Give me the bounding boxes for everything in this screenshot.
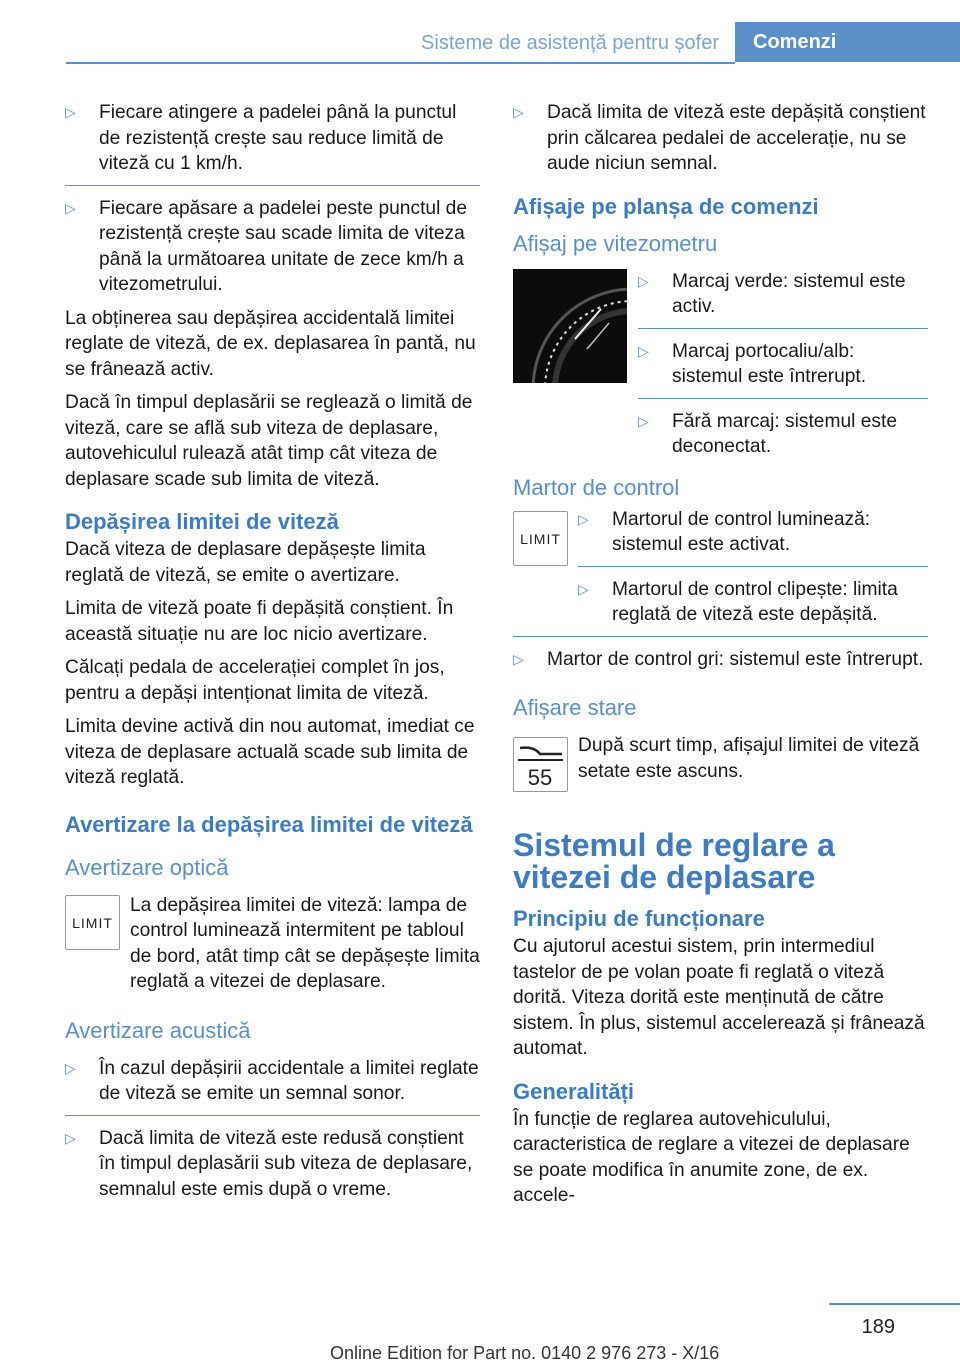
heading-avertizare-acustica: Avertizare acustică xyxy=(65,1017,251,1043)
status-block xyxy=(513,733,928,803)
paragraph: La obținerea sau depășirea accidentală limitei reglate de viteză, de ex. deplasarea în pantă, nu se frânează activ. xyxy=(65,307,476,380)
limit-warning-icon: LIMIT xyxy=(65,895,120,950)
heading-avertizare: Avertizare la depășirea limitei de viteză xyxy=(65,811,473,837)
paragraph: Dacă viteza de deplasare depășește limita reglată de viteză, se emite o avertizare. xyxy=(65,539,426,586)
speedometer-image xyxy=(513,269,627,383)
divider xyxy=(65,185,480,186)
indicator-block xyxy=(513,507,928,628)
triangle-bullet-icon: ▷ xyxy=(578,510,589,527)
triangle-bullet-icon: ▷ xyxy=(638,412,649,429)
divider xyxy=(638,328,928,329)
paragraph: Limita devine activă din nou automat, imediat ce viteza de deplasare actuală scade sub limita de viteză reglată. xyxy=(65,716,475,788)
divider xyxy=(638,398,928,399)
heading-principiu: Principiu de funcționare xyxy=(513,906,765,931)
paragraph: Cu ajutorul acestui sistem, prin intermediul tastelor de pe volan poate fi reglată o viteză dorită. Viteza dorită este menținută de către sistem. În plus, sistemul accelerează și frânează automat. xyxy=(513,936,925,1059)
triangle-bullet-icon: ▷ xyxy=(65,104,76,120)
list-item: ▷ Martor de control gri: sistemul este întrerupt. xyxy=(513,647,928,673)
triangle-bullet-icon: ▷ xyxy=(638,272,649,289)
heading-generalitati: Generalități xyxy=(513,1078,635,1104)
speed-limit-status-icon xyxy=(513,737,568,792)
section-title: Sisteme de asistență pentru șofer xyxy=(421,32,719,54)
triangle-bullet-icon: ▷ xyxy=(638,342,649,359)
list-item: ▷ Martorul de control clipește: limita reglată de viteză este depășită. xyxy=(578,578,898,625)
triangle-bullet-icon: ▷ xyxy=(513,104,524,120)
paragraph: Călcați pedala de accelerației complet în jos, pentru a depăși intenționat limita de viteză. xyxy=(65,657,445,704)
right-column xyxy=(513,100,928,1217)
heading-avertizare-optica: Avertizare optică xyxy=(65,854,229,880)
page-header xyxy=(66,22,960,64)
triangle-bullet-icon: ▷ xyxy=(578,580,589,597)
list-item: ▷ În cazul depășirii accidentale a limitei reglate de viteză se emite un semnal sonor. xyxy=(65,1057,479,1104)
optical-warning-block xyxy=(65,893,480,995)
divider xyxy=(578,566,928,567)
triangle-bullet-icon: ▷ xyxy=(65,1129,76,1146)
footer-text: Online Edition for Part no. 0140 2 976 273 - X/16 xyxy=(330,1343,720,1363)
list-item: ▷ Marcaj portocaliu/alb: sistemul este întrerupt. xyxy=(638,340,867,387)
chapter-tab: Comenzi xyxy=(735,22,960,62)
speedometer-block xyxy=(513,269,928,460)
list-item: ▷ Dacă limita de viteză este redusă conștient în timpul deplasării sub viteza de deplasare, semnalul este emis după o vreme. xyxy=(65,1127,473,1200)
list-item: ▷ Fiecare apăsare a padelei peste punctul de rezistență crește sau scade limita de viteza până la următoarea unitate de zece km/h a vitezometrului. xyxy=(65,197,468,295)
list-item: ▷ Martorul de control luminează: sistemul este activat. xyxy=(578,508,871,555)
triangle-bullet-icon: ▷ xyxy=(513,650,524,667)
header-rule xyxy=(66,62,735,64)
heading-sistemul: Sistemul de reglare a vitezei de deplasare xyxy=(513,827,835,895)
page-number: 189 xyxy=(861,1316,895,1338)
paragraph: Limita de viteză poate fi depășită conștient. În această situație nu are loc nicio avertizare. xyxy=(65,598,454,645)
divider xyxy=(513,636,928,637)
heading-afisaj-vitezometru: Afișaj pe vitezometru xyxy=(513,230,718,256)
svg-text:55: 55 xyxy=(527,765,553,790)
list-item: ▷ Dacă limita de viteză este depășită conștient prin călcarea pedalei de accelerație, nu se aude niciun semnal. xyxy=(513,102,926,174)
paragraph: La depășirea limitei de viteză: lampa de control luminează intermitent pe tabloul de bord, atât timp cât se depășește limita reglată a vitezei de deplasare. xyxy=(130,894,480,992)
list-item: ▷ Marcaj verde: sistemul este activ. xyxy=(638,270,906,317)
list-item: ▷ Fiecare atingere a padelei până la punctul de rezistență crește sau reduce limită de viteză cu 1 km/h. xyxy=(65,102,457,174)
paragraph: Dacă în timpul deplasării se reglează o limită de viteză, care se află sub viteza de deplasare, autovehiculul rulează atât timp cât viteza de deplasare scade sub limita de viteză. xyxy=(65,392,473,490)
triangle-bullet-icon: ▷ xyxy=(65,199,76,216)
footer-rule xyxy=(829,1303,960,1305)
limit-indicator-icon: LIMIT xyxy=(513,511,568,566)
triangle-bullet-icon: ▷ xyxy=(65,1059,76,1076)
heading-martor: Martor de control xyxy=(513,474,680,500)
heading-afisare-stare: Afișare stare xyxy=(513,695,637,720)
paragraph: După scurt timp, afișajul limitei de viteză setate este ascuns. xyxy=(578,735,920,782)
heading-depasirea: Depășirea limitei de viteză xyxy=(65,509,339,534)
list-item: ▷ Fără marcaj: sistemul este deconectat. xyxy=(638,410,897,457)
left-column xyxy=(65,100,480,1210)
divider xyxy=(65,1115,480,1116)
paragraph: În funcție de reglarea autovehiculului, caracteristica de reglare a vitezei de deplasare se poate modifica în anumite zone, de ex. accele- xyxy=(513,1108,910,1206)
heading-afisaje: Afișaje pe planșa de comenzi xyxy=(513,193,819,219)
